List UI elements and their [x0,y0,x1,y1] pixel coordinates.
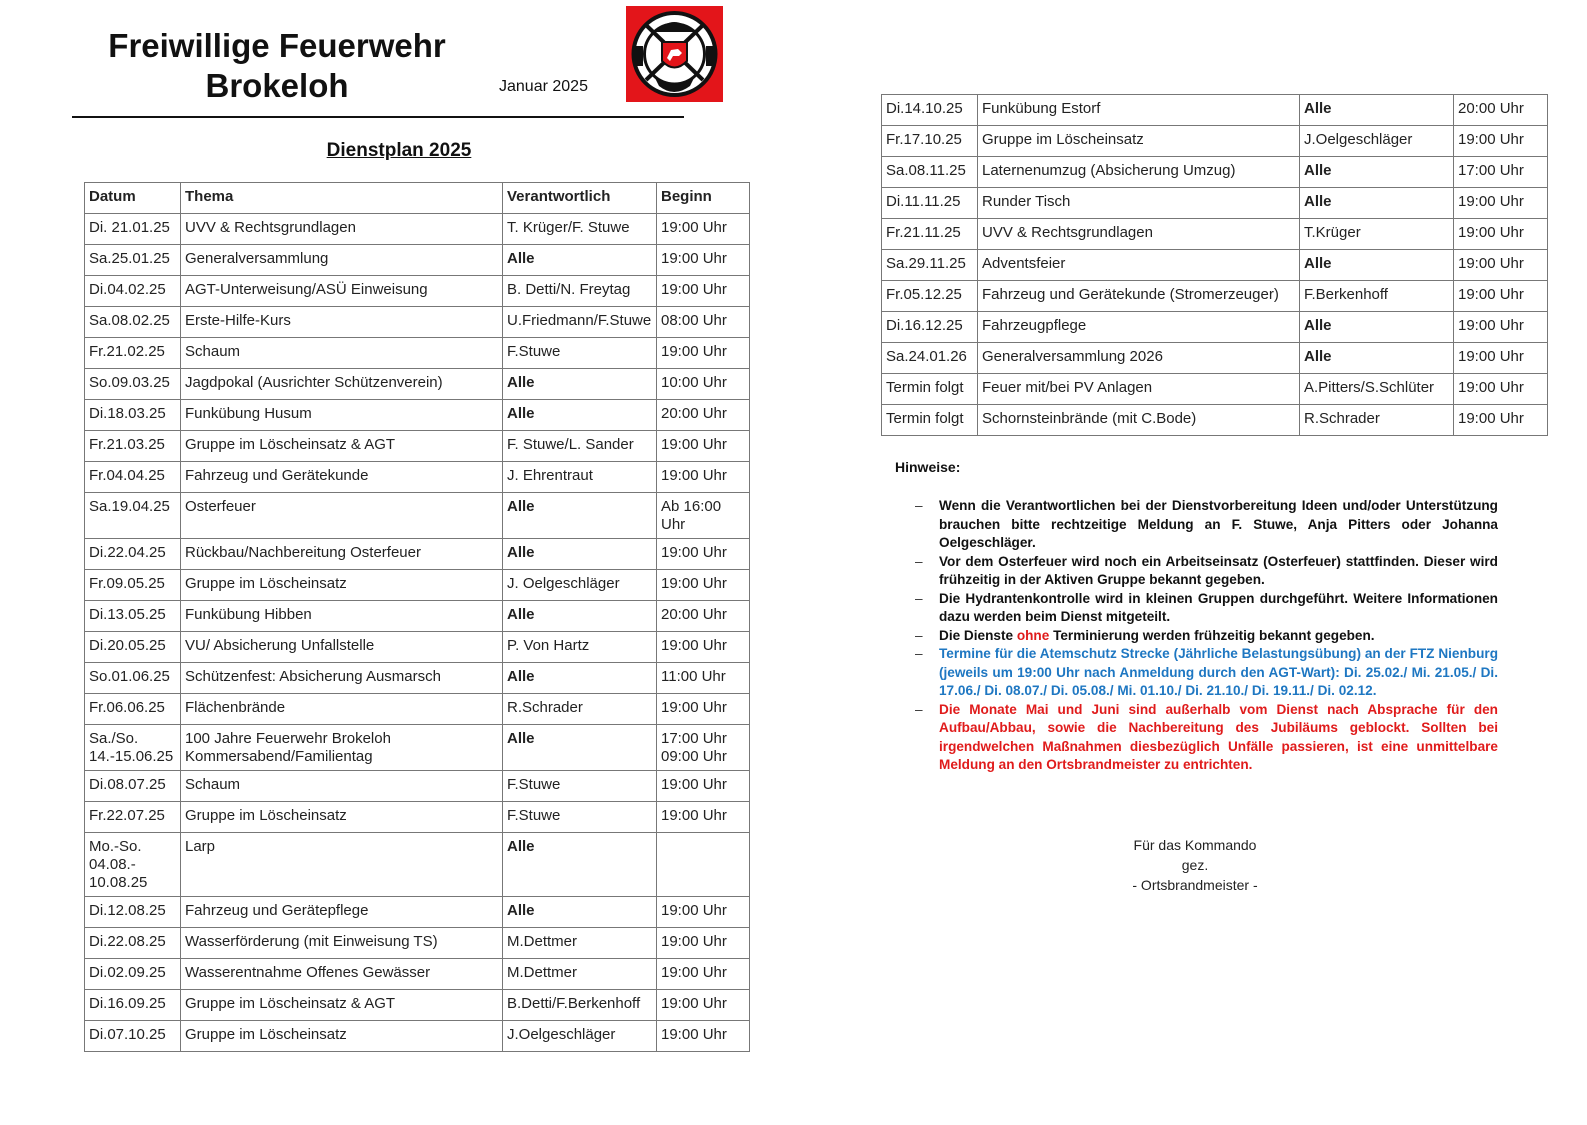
cell-date: Di.11.11.25 [882,188,978,219]
cell-start: 19:00 Uhr [1454,250,1548,281]
table-row [882,157,1548,188]
cell-responsible: Alle [503,369,657,400]
fire-brigade-emblem-icon [626,6,723,102]
cell-responsible: Alle [503,493,657,539]
cell-start: 19:00 Uhr [1454,219,1548,250]
table-row [85,959,750,990]
cell-date: Di.13.05.25 [85,601,181,632]
table-row [882,250,1548,281]
table-row [85,570,750,601]
table-row [85,694,750,725]
table-row [85,462,750,493]
cell-responsible: Alle [503,663,657,694]
cell-topic: Fahrzeug und Gerätekunde (Stromerzeuger) [978,281,1300,312]
cell-responsible: Alle [1300,312,1454,343]
cell-topic: Fahrzeug und Gerätekunde [181,462,503,493]
cell-topic: Runder Tisch [978,188,1300,219]
header-divider [72,116,684,118]
cell-date: Di.16.12.25 [882,312,978,343]
page-title [72,26,482,106]
cell-responsible: Alle [503,400,657,431]
cell-responsible: F.Stuwe [503,338,657,369]
cell-date: Di.16.09.25 [85,990,181,1021]
signature-line-1: Für das Kommando [1133,837,1257,853]
note-item [915,553,1498,590]
cell-topic: Schornsteinbrände (mit C.Bode) [978,405,1300,436]
cell-date: Di.04.02.25 [85,276,181,307]
table-header-row [85,183,750,214]
signature-block [1095,835,1295,895]
cell-start: 19:00 Uhr [1454,188,1548,219]
cell-responsible: J. Ehrentraut [503,462,657,493]
cell-topic: Rückbau/Nachbereitung Osterfeuer [181,539,503,570]
cell-topic: Larp [181,833,503,897]
cell-date: Fr.21.11.25 [882,219,978,250]
table-row [85,771,750,802]
table-row [882,374,1548,405]
table-row [882,219,1548,250]
cell-responsible: F. Stuwe/L. Sander [503,431,657,462]
cell-start: 19:00 Uhr [657,959,750,990]
table-row [85,214,750,245]
note-text-blue: Termine für die Atemschutz Strecke (Jährliche Belastungsübung) an der FTZ Nienburg (jeweils um 19:00 Uhr nach Anmeldung durch den AGT-Wart): Di. 25.02./ Mi. 21.05./ Di. 17.06./ Di. 08.07./ Di. 05.08./ Mi. 01.10./ Di. 21.10./ Di. 19.11./ Di. 02.12. [939,646,1498,698]
cell-topic: Schützenfest: Absicherung Ausmarsch [181,663,503,694]
cell-start: 19:00 Uhr [657,928,750,959]
cell-responsible: R.Schrader [1300,405,1454,436]
cell-start [657,833,750,897]
cell-responsible: Alle [503,539,657,570]
column-header: Datum [85,183,181,214]
cell-responsible: P. Von Hartz [503,632,657,663]
table-row [85,725,750,771]
dash-bullet: – [915,646,923,661]
cell-date: Fr.06.06.25 [85,694,181,725]
cell-responsible: Alle [1300,157,1454,188]
table-row [85,833,750,897]
cell-date: Fr.09.05.25 [85,570,181,601]
cell-topic: Generalversammlung [181,245,503,276]
table-row [85,1021,750,1052]
cell-date: Sa./So. 14.-15.06.25 [85,725,181,771]
cell-responsible: A.Pitters/S.Schlüter [1300,374,1454,405]
column-header: Thema [181,183,503,214]
table-row [85,369,750,400]
cell-start: 19:00 Uhr [657,570,750,601]
dash-bullet: – [915,590,923,606]
cell-date: So.09.03.25 [85,369,181,400]
cell-date: Sa.19.04.25 [85,493,181,539]
cell-date: Di.18.03.25 [85,400,181,431]
cell-date: Fr.05.12.25 [882,281,978,312]
cell-responsible: Alle [503,245,657,276]
cell-date: Sa.24.01.26 [882,343,978,374]
cell-topic: UVV & Rechtsgrundlagen [978,219,1300,250]
cell-start: 19:00 Uhr [657,431,750,462]
cell-topic: Schaum [181,771,503,802]
table-row [85,431,750,462]
cell-responsible: Alle [1300,343,1454,374]
dash-bullet: – [915,498,923,513]
cell-date: Di.14.10.25 [882,95,978,126]
cell-responsible: Alle [1300,95,1454,126]
cell-topic: Jagdpokal (Ausrichter Schützenverein) [181,369,503,400]
table-row [85,338,750,369]
cell-date: Fr.21.03.25 [85,431,181,462]
cell-start: 19:00 Uhr [657,694,750,725]
cell-topic: Gruppe im Löscheinsatz & AGT [181,990,503,1021]
cell-topic: Wasserentnahme Offenes Gewässer [181,959,503,990]
cell-start: 19:00 Uhr [657,276,750,307]
cell-responsible: J. Oelgeschläger [503,570,657,601]
note-item [915,627,1498,646]
cell-date: Fr.21.02.25 [85,338,181,369]
cell-date: Di.08.07.25 [85,771,181,802]
cell-start: 10:00 Uhr [657,369,750,400]
cell-responsible: Alle [1300,250,1454,281]
note-text-red: Die Monate Mai und Juni sind außerhalb vom Dienst nach Absprache für den Aufbau/Abbau, sowie die Nachbereitung des Jubiläums geblockt. Sollten bei irgendwelchen Maßnahmen diesbezüglich Unfälle passieren, ist eine unmittelbare Meldung an den Ortsbrandmeister zu entrichten. [939,701,1498,772]
schedule-table-left [84,182,750,1052]
cell-topic: Gruppe im Löscheinsatz [181,802,503,833]
cell-date: Mo.-So. 04.08.- 10.08.25 [85,833,181,897]
table-row [85,493,750,539]
cell-topic: AGT-Unterweisung/ASÜ Einweisung [181,276,503,307]
dash-bullet: – [915,701,923,717]
cell-start: 19:00 Uhr [657,539,750,570]
cell-responsible: R.Schrader [503,694,657,725]
note-item [915,701,1498,775]
cell-topic: Gruppe im Löscheinsatz [181,570,503,601]
note-text-part: Die Dienste [939,627,1017,643]
dash-bullet: – [915,553,923,569]
cell-date: Sa.08.02.25 [85,307,181,338]
table-row [85,928,750,959]
table-row [85,802,750,833]
cell-responsible: J.Oelgeschläger [1300,126,1454,157]
cell-topic: Fahrzeugpflege [978,312,1300,343]
cell-date: Termin folgt [882,374,978,405]
cell-date: Di.07.10.25 [85,1021,181,1052]
cell-start: 19:00 Uhr [1454,405,1548,436]
table-row [882,188,1548,219]
cell-responsible: Alle [503,833,657,897]
cell-start: 20:00 Uhr [657,601,750,632]
cell-date: Di.12.08.25 [85,897,181,928]
cell-start: 08:00 Uhr [657,307,750,338]
cell-topic: Gruppe im Löscheinsatz [978,126,1300,157]
note-text: Vor dem Osterfeuer wird noch ein Arbeitseinsatz (Osterfeuer) stattfinden. Dieser wird frühzeitig in der Aktiven Gruppe bekannt gegeben. [939,553,1498,587]
table-row [85,990,750,1021]
cell-start: 19:00 Uhr [657,1021,750,1052]
cell-start: 19:00 Uhr [657,214,750,245]
cell-topic: Erste-Hilfe-Kurs [181,307,503,338]
cell-start: 19:00 Uhr [1454,343,1548,374]
cell-topic: Funkübung Hibben [181,601,503,632]
cell-responsible: Alle [503,725,657,771]
cell-topic: Funkübung Estorf [978,95,1300,126]
note-text [939,628,1375,643]
signature-line-2: gez. [1181,857,1209,873]
cell-responsible: J.Oelgeschläger [503,1021,657,1052]
table-row [85,400,750,431]
cell-date: Sa.08.11.25 [882,157,978,188]
cell-responsible: M.Dettmer [503,928,657,959]
column-header: Verantwortlich [503,183,657,214]
table-row [882,343,1548,374]
cell-responsible: U.Friedmann/F.Stuwe [503,307,657,338]
cell-responsible: Alle [503,601,657,632]
cell-start: 17:00 Uhr [1454,157,1548,188]
note-highlight-red: ohne [1016,627,1050,643]
note-text-part: Terminierung werden frühzeitig bekannt gegeben. [1049,627,1375,643]
cell-topic: Fahrzeug und Gerätepflege [181,897,503,928]
cell-topic: Gruppe im Löscheinsatz [181,1021,503,1052]
cell-responsible: Alle [1300,188,1454,219]
title-line-2: Brokeloh [205,67,349,104]
cell-topic: 100 Jahre Feuerwehr Brokeloh Kommersabend/Familientag [181,725,503,771]
cell-responsible: M.Dettmer [503,959,657,990]
cell-topic: Schaum [181,338,503,369]
cell-responsible: Alle [503,897,657,928]
schedule-heading: Dienstplan 2025 [326,140,472,161]
cell-date: Di.22.04.25 [85,539,181,570]
table-row [85,539,750,570]
note-item [915,590,1498,627]
cell-start: 20:00 Uhr [1454,95,1548,126]
cell-start: 19:00 Uhr [1454,126,1548,157]
cell-responsible: B.Detti/F.Berkenhoff [503,990,657,1021]
note-item [915,645,1498,701]
note-item [915,497,1498,553]
cell-topic: Osterfeuer [181,493,503,539]
cell-date: Di.22.08.25 [85,928,181,959]
cell-start: 17:00 Uhr 09:00 Uhr [657,725,750,771]
cell-start: 19:00 Uhr [657,990,750,1021]
note-text: Die Hydrantenkontrolle wird in kleinen Gruppen durchgeführt. Weitere Informationen dazu werden beim Dienst mitgeteilt. [939,590,1498,624]
notes-heading: Hinweise: [895,459,961,475]
cell-date: Di. 21.01.25 [85,214,181,245]
table-row [85,276,750,307]
signature-line-3: - Ortsbrandmeister - [1132,877,1258,893]
table-row [882,281,1548,312]
table-row [85,601,750,632]
table-row [882,405,1548,436]
cell-date: Fr.22.07.25 [85,802,181,833]
table-row [85,663,750,694]
cell-topic: Laternenumzug (Absicherung Umzug) [978,157,1300,188]
cell-start: 19:00 Uhr [1454,374,1548,405]
cell-responsible: F.Stuwe [503,802,657,833]
cell-start: 19:00 Uhr [657,338,750,369]
table-row [85,897,750,928]
note-text: Wenn die Verantwortlichen bei der Dienstvorbereitung Ideen und/oder Unterstützung brauchen bitte rechtzeitige Meldung an F. Stuwe, Anja Pitters oder Johanna Oelgeschläger. [939,498,1498,550]
cell-topic: Funkübung Husum [181,400,503,431]
cell-topic: Feuer mit/bei PV Anlagen [978,374,1300,405]
schedule-table-right [881,94,1548,436]
cell-start: 19:00 Uhr [657,632,750,663]
cell-topic: VU/ Absicherung Unfallstelle [181,632,503,663]
cell-topic: Flächenbrände [181,694,503,725]
cell-date: Fr.17.10.25 [882,126,978,157]
table-row [882,312,1548,343]
cell-responsible: T.Krüger [1300,219,1454,250]
cell-date: Fr.04.04.25 [85,462,181,493]
table-row [85,632,750,663]
cell-topic: UVV & Rechtsgrundlagen [181,214,503,245]
cell-responsible: F.Stuwe [503,771,657,802]
cell-start: 11:00 Uhr [657,663,750,694]
cell-date: Termin folgt [882,405,978,436]
table-row [882,126,1548,157]
title-line-1: Freiwillige Feuerwehr [108,27,446,64]
document-date: Januar 2025 [499,78,588,95]
notes-list [915,497,1498,775]
cell-start: 19:00 Uhr [1454,312,1548,343]
cell-start: 19:00 Uhr [657,462,750,493]
cell-start: 19:00 Uhr [657,802,750,833]
table-row [85,307,750,338]
cell-responsible: T. Krüger/F. Stuwe [503,214,657,245]
cell-start: 19:00 Uhr [1454,281,1548,312]
cell-start: Ab 16:00 Uhr [657,493,750,539]
column-header: Beginn [657,183,750,214]
cell-responsible: F.Berkenhoff [1300,281,1454,312]
cell-date: Sa.25.01.25 [85,245,181,276]
cell-start: 19:00 Uhr [657,245,750,276]
cell-topic: Gruppe im Löscheinsatz & AGT [181,431,503,462]
cell-responsible: B. Detti/N. Freytag [503,276,657,307]
cell-topic: Wasserförderung (mit Einweisung TS) [181,928,503,959]
cell-date: Di.20.05.25 [85,632,181,663]
dash-bullet: – [915,627,923,643]
cell-topic: Generalversammlung 2026 [978,343,1300,374]
cell-start: 19:00 Uhr [657,897,750,928]
table-row [882,95,1548,126]
cell-start: 19:00 Uhr [657,771,750,802]
cell-date: So.01.06.25 [85,663,181,694]
cell-date: Di.02.09.25 [85,959,181,990]
cell-start: 20:00 Uhr [657,400,750,431]
cell-topic: Adventsfeier [978,250,1300,281]
table-row [85,245,750,276]
cell-date: Sa.29.11.25 [882,250,978,281]
